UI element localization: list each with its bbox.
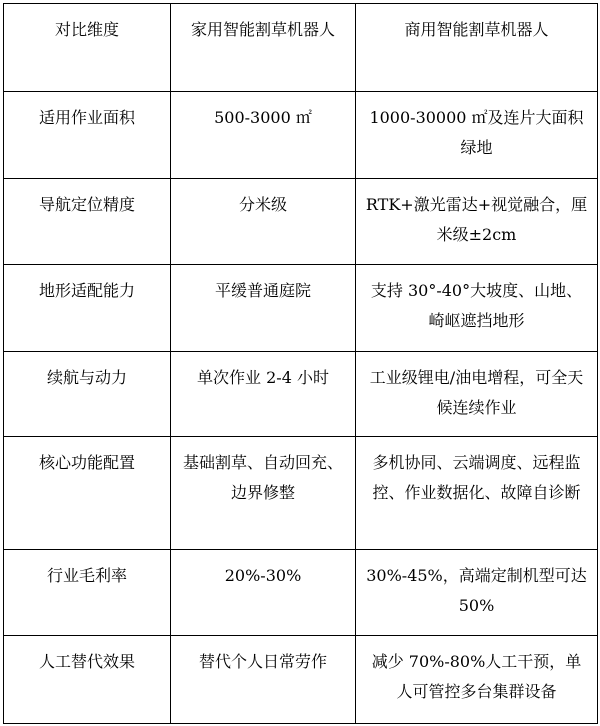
commercial-value: 减少 70%-80%人工干预，单人可管控多台集群设备	[356, 636, 598, 724]
row-label: 核心功能配置	[4, 437, 171, 550]
row-label: 导航定位精度	[4, 179, 171, 265]
comparison-table	[3, 3, 598, 724]
home-value: 基础割草、自动回充、边界修整	[171, 437, 356, 550]
row-label: 人工替代效果	[4, 636, 171, 724]
table-row	[4, 352, 598, 437]
commercial-value: 工业级锂电/油电增程，可全天候连续作业	[356, 352, 598, 437]
row-label: 地形适配能力	[4, 265, 171, 352]
table-row	[4, 550, 598, 636]
home-value: 平缓普通庭院	[171, 265, 356, 352]
table-row	[4, 265, 598, 352]
home-value: 20%-30%	[171, 550, 356, 636]
header-cell-home: 家用智能割草机器人	[171, 4, 356, 92]
home-value: 分米级	[171, 179, 356, 265]
row-label: 适用作业面积	[4, 92, 171, 179]
commercial-value: 30%-45%，高端定制机型可达 50%	[356, 550, 598, 636]
home-value: 500-3000 ㎡	[171, 92, 356, 179]
home-value: 替代个人日常劳作	[171, 636, 356, 724]
header-cell-dimension: 对比维度	[4, 4, 171, 92]
table-row	[4, 179, 598, 265]
commercial-value: 1000-30000 ㎡及连片大面积绿地	[356, 92, 598, 179]
row-label: 续航与动力	[4, 352, 171, 437]
row-label: 行业毛利率	[4, 550, 171, 636]
table-row	[4, 437, 598, 550]
commercial-value: RTK+激光雷达+视觉融合，厘米级±2cm	[356, 179, 598, 265]
header-row	[4, 4, 598, 92]
table-row	[4, 636, 598, 724]
header-cell-commercial: 商用智能割草机器人	[356, 4, 598, 92]
table-row	[4, 92, 598, 179]
commercial-value: 支持 30°-40°大坡度、山地、崎岖遮挡地形	[356, 265, 598, 352]
commercial-value: 多机协同、云端调度、远程监控、作业数据化、故障自诊断	[356, 437, 598, 550]
home-value: 单次作业 2-4 小时	[171, 352, 356, 437]
